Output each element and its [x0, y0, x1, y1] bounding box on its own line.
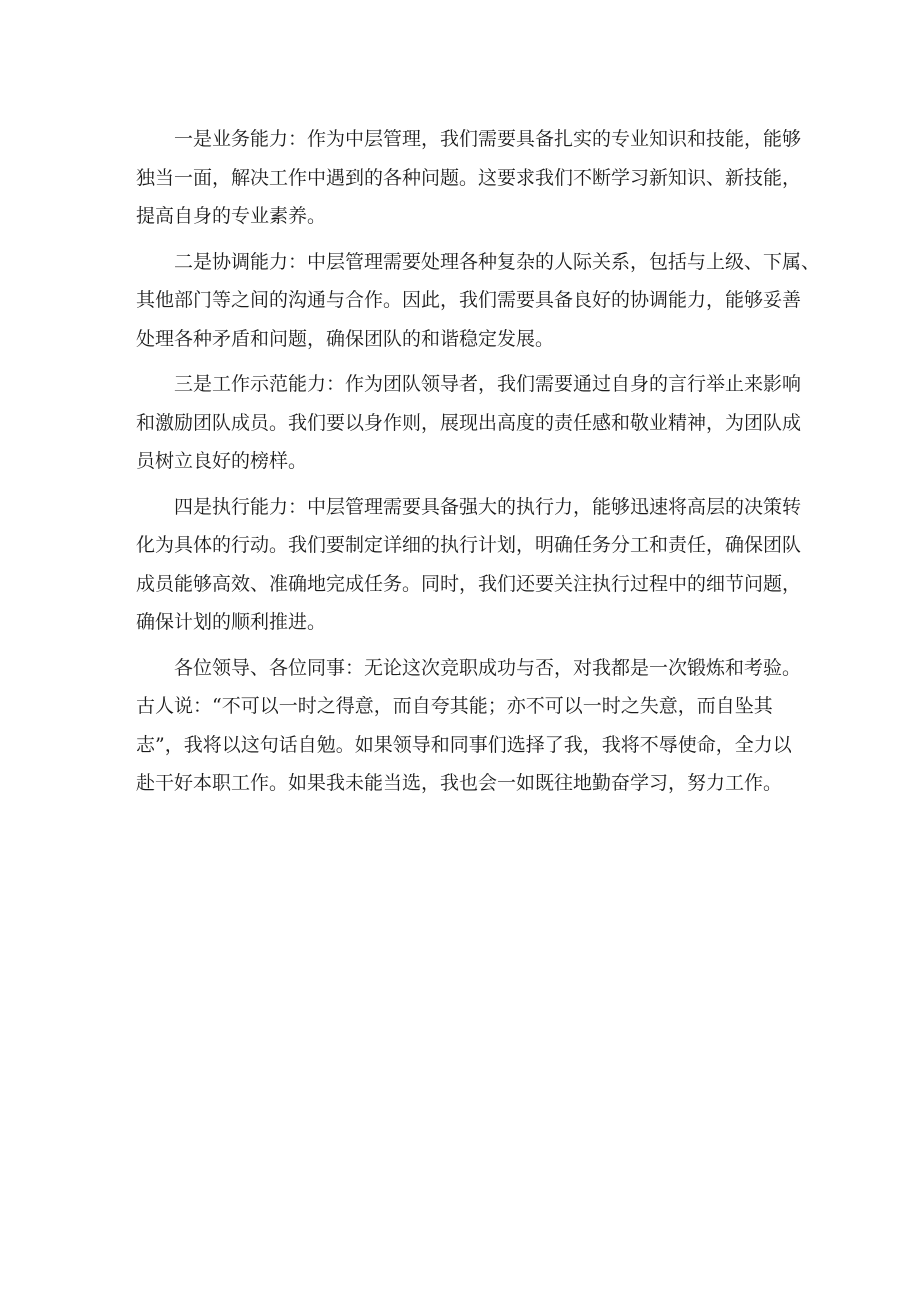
paragraph-line: 员树立良好的榜样。 — [136, 450, 308, 472]
paragraph-demonstration-ability — [136, 365, 816, 481]
paragraph-coordination-ability — [136, 243, 821, 359]
paragraph-line: 确保计划的顺利推进。 — [136, 611, 327, 633]
paragraph-line: 一是业务能力：作为中层管理，我们需要具备扎实的专业知识和技能，能够 — [174, 128, 802, 150]
paragraph-line: 成员能够高效、准确地完成任务。同时，我们还要关注执行过程中的细节问题， — [136, 572, 802, 595]
paragraph-line: 二是协调能力：中层管理需要处理各种复杂的人际关系，包括与上级、下属、 — [174, 250, 821, 273]
document-body — [136, 120, 821, 810]
paragraph-line: 赴干好本职工作。如果我未能当选，我也会一如既往地勤奋学习，努力工作。 — [136, 772, 783, 794]
paragraph-closing-remarks — [136, 649, 816, 803]
paragraph-line: 各位领导、各位同事：无论这次竞职成功与否，对我都是一次锻炼和考验。 — [174, 656, 802, 679]
paragraph-business-ability — [136, 120, 816, 236]
paragraph-execution-ability — [136, 488, 816, 642]
paragraph-line: 处理各种矛盾和问题，确保团队的和谐稳定发展。 — [136, 327, 555, 350]
paragraph-line: 化为具体的行动。我们要制定详细的执行计划，明确任务分工和责任，确保团队 — [136, 534, 802, 556]
paragraph-line: 四是执行能力：中层管理需要具备强大的执行力，能够迅速将高层的决策转 — [174, 495, 802, 518]
paragraph-line: 志”，我将以这句话自勉。如果领导和同事们选择了我，我将不辱使命，全力以 — [136, 733, 792, 756]
paragraph-line: 其他部门等之间的沟通与合作。因此，我们需要具备良好的协调能力，能够妥善 — [136, 289, 802, 311]
paragraph-line: 三是工作示范能力：作为团队领导者，我们需要通过自身的言行举止来影响 — [174, 373, 802, 395]
paragraph-line: 独当一面，解决工作中遇到的各种问题。这要求我们不断学习新知识、新技能， — [136, 166, 802, 189]
paragraph-line: 和激励团队成员。我们要以身作则，展现出高度的责任感和敬业精神，为团队成 — [136, 411, 802, 434]
paragraph-line: 古人说：“不可以一时之得意，而自夸其能；亦不可以一时之失意，而自坠其 — [136, 695, 773, 717]
paragraph-line: 提高自身的专业素养。 — [136, 205, 327, 227]
